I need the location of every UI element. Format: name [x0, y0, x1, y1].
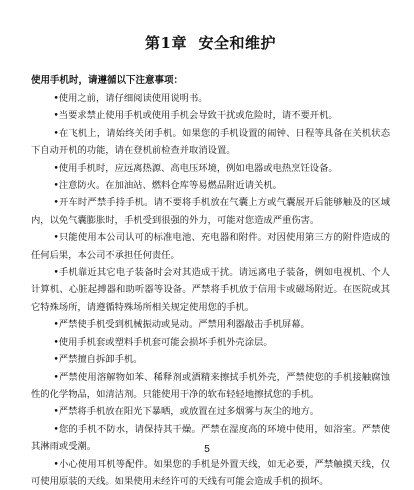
- precaution-item: •手机靠近其它电子装备时会对其造成干扰。请远离电子装备，例如电视机、个人计算机、心脏起搏器和助听器等设备。严禁将手机放于信用卡或磁场附近。在医院或其它特殊场所，请遵循特殊场所相关规定使用您的手机。: [31, 267, 390, 313]
- precaution-item: •开车时严禁手持手机。请不要将手机放在气囊上方或气囊展开后能够触及的区域内，以免气囊膨胀时，手机受到很强的外力，可能对您造成严重伤害。: [31, 197, 390, 226]
- chapter-suffix: 章: [171, 34, 187, 52]
- precaution-item: •严禁使用溶解物如苯、稀释剂或酒精来擦拭手机外壳，严禁使您的手机接触腐蚀性的化学物品，如清洁剂。只能使用干净的软布轻轻地擦拭您的手机。: [31, 371, 390, 400]
- chapter-number: 1: [160, 34, 172, 52]
- precaution-item: •严禁擅自拆卸手机。: [53, 354, 143, 366]
- precaution-list: [31, 90, 390, 490]
- precaution-item: •在飞机上，请始终关闭手机。如果您的手机设置的闹钟、日程等具备在关机状态下自动开机的功能，请在登机前检查并取消设置。: [31, 127, 390, 157]
- page-number: 5: [204, 444, 210, 455]
- precaution-item: •小心使用耳机等配件。如果您的手机是外置天线，如无必要，严禁触摸天线，仅可使用原装的天线。如果使用未经许可的天线有可能会造成手机的损坏。: [31, 458, 390, 487]
- chapter-prefix: 第: [145, 34, 161, 52]
- precaution-item: •使用之前，请仔细阅读使用说明书。: [53, 93, 208, 104]
- precaution-item: •严禁使手机受到机械振动或晃动。严禁用利器敲击手机屏幕。: [53, 319, 310, 331]
- precaution-item: •使用手机时，应远离热源、高电压环境，例如电器或电热烹饪设备。: [53, 162, 338, 174]
- precaution-item: •使用手机套或塑料手机套可能会损坏手机外壳涂层。: [53, 336, 273, 348]
- precaution-item: •当要求禁止使用手机或使用手机会导致干扰或危险时，请不要开机。: [53, 110, 338, 122]
- precaution-item: •您的手机不防水，请保持其干燥。严禁在湿度高的环境中使用，如浴室。严禁使其淋雨或受潮。: [31, 423, 390, 453]
- lead-in-heading: 使用手机时，请遵循以下注意事项：: [31, 75, 184, 86]
- precaution-item: •注意防火。在加油站、燃料仓库等易燃品附近请关机。: [53, 180, 282, 192]
- chapter-title-text: 安全和维护: [198, 34, 276, 52]
- precaution-item: •严禁将手机放在阳光下暴晒，或放置在过多烟雾与灰尘的地方。: [53, 406, 320, 418]
- chapter-title: [31, 34, 390, 52]
- precaution-item: •只能使用本公司认可的标准电池、充电器和附件。对因使用第三方的附件造成的任何后果，本公司不承担任何责任。: [31, 232, 390, 261]
